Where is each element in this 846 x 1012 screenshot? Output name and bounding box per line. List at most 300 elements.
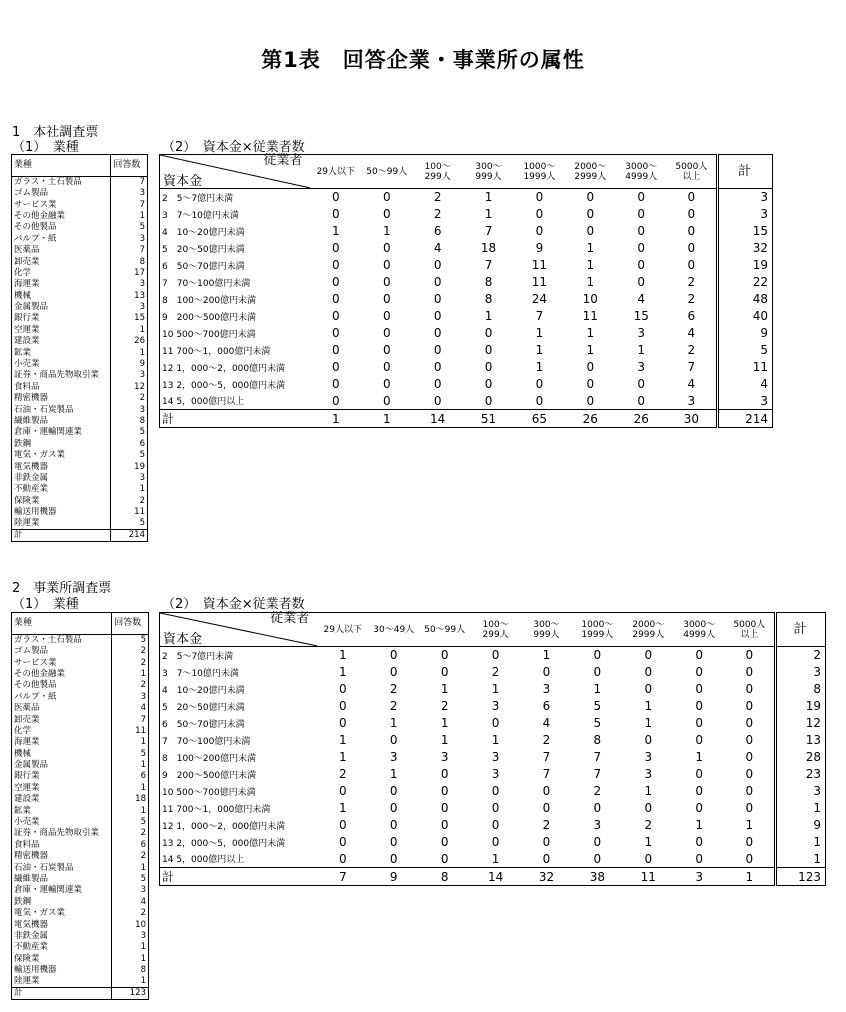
row-total: 1 bbox=[776, 800, 826, 817]
industry-count: 5 bbox=[112, 635, 149, 647]
matrix-cell: 0 bbox=[695, 851, 703, 866]
matrix-cell: 1 bbox=[389, 716, 398, 730]
matrix-cell: 1 bbox=[637, 343, 646, 357]
matrix-total-row bbox=[160, 410, 773, 428]
matrix-cell: 3 bbox=[637, 326, 646, 340]
matrix-cell: 0 bbox=[382, 377, 391, 391]
matrix-row bbox=[160, 817, 826, 834]
industry-count: 4 bbox=[112, 897, 149, 908]
industry-row bbox=[12, 245, 148, 256]
industry-count: 3 bbox=[111, 279, 148, 290]
matrix-cell: 2 bbox=[593, 784, 602, 798]
matrix-cell: 0 bbox=[484, 377, 493, 391]
matrix-cell: 1 bbox=[440, 733, 449, 747]
matrix-cell: 1 bbox=[331, 224, 340, 238]
matrix-cell: 1 bbox=[338, 648, 347, 663]
industry-count: 7 bbox=[111, 199, 148, 210]
industry-count: 2 bbox=[112, 908, 149, 919]
matrix-cell: 0 bbox=[338, 835, 347, 849]
industry-row bbox=[12, 336, 148, 347]
matrix-row bbox=[160, 308, 773, 325]
industry-name: 鉄鋼 bbox=[14, 438, 32, 449]
matrix-cell: 0 bbox=[433, 309, 442, 323]
matrix-cell: 2 bbox=[687, 343, 696, 357]
industry-name: 非鉄金属 bbox=[14, 472, 49, 483]
row-total: 40 bbox=[718, 308, 773, 325]
industry-row bbox=[12, 851, 149, 862]
industry-count: 5 bbox=[111, 518, 148, 530]
industry-name: 空運業 bbox=[14, 782, 40, 793]
matrix-cell: 0 bbox=[695, 835, 703, 849]
industry-row bbox=[12, 416, 148, 427]
matrix-cell: 5 bbox=[593, 716, 602, 730]
industry-count: 1 bbox=[112, 942, 149, 953]
matrix-total-row bbox=[160, 868, 826, 886]
industry-total-count: 123 bbox=[112, 988, 149, 1000]
industry-row bbox=[12, 714, 149, 725]
industry-row bbox=[12, 427, 148, 438]
industry-name: 食料品 bbox=[14, 839, 40, 850]
matrix-cell: 0 bbox=[331, 326, 340, 340]
matrix-row bbox=[160, 834, 826, 851]
matrix-cell: 0 bbox=[382, 343, 391, 357]
matrix-cell: 1 bbox=[542, 648, 551, 663]
industry-count: 19 bbox=[111, 461, 148, 472]
matrix-cell: 0 bbox=[382, 292, 391, 306]
industry-row bbox=[12, 234, 148, 245]
column-total: 3 bbox=[674, 868, 725, 886]
industry-count: 17 bbox=[111, 268, 148, 279]
column-header: 29人以下 bbox=[317, 613, 368, 647]
matrix-cell: 0 bbox=[745, 784, 754, 798]
matrix-cell: 0 bbox=[389, 851, 398, 866]
industry-count: 18 bbox=[112, 794, 149, 805]
matrix-cell: 2 bbox=[389, 699, 398, 713]
matrix-cell: 0 bbox=[440, 784, 449, 798]
matrix-cell: 0 bbox=[586, 360, 595, 374]
matrix-cell: 0 bbox=[695, 767, 703, 781]
industry-name: 繊維製品 bbox=[14, 874, 49, 884]
industry-name: その他金融業 bbox=[14, 668, 66, 679]
industry-row bbox=[12, 908, 149, 919]
matrix-cell: 0 bbox=[331, 292, 340, 306]
industry-count: 9 bbox=[111, 359, 148, 370]
matrix-cell: 3 bbox=[593, 818, 602, 832]
matrix-header-row bbox=[160, 613, 826, 647]
matrix-cell: 2 bbox=[389, 682, 398, 696]
industry-row bbox=[12, 461, 148, 472]
industry-row bbox=[12, 692, 149, 703]
matrix-cell: 11 bbox=[531, 258, 548, 272]
matrix-cell: 18 bbox=[480, 241, 497, 255]
matrix-cell: 0 bbox=[535, 207, 544, 221]
matrix-cell: 0 bbox=[745, 699, 754, 713]
capital-range-label: 14 5，000億円以上 bbox=[162, 855, 245, 866]
industry-count: 3 bbox=[111, 473, 148, 484]
capital-range-label: 4 10～20億円未満 bbox=[162, 227, 245, 238]
matrix-row bbox=[160, 664, 826, 681]
matrix-cell: 0 bbox=[637, 207, 646, 221]
matrix-cell: 0 bbox=[389, 665, 398, 679]
industry-name: 倉庫・運輸関連業 bbox=[14, 885, 83, 896]
industry-row bbox=[12, 931, 149, 942]
matrix-cell: 3 bbox=[637, 360, 646, 374]
industry-count: 3 bbox=[111, 188, 148, 199]
matrix-cell: 0 bbox=[433, 360, 442, 374]
matrix-cell: 0 bbox=[440, 648, 449, 663]
matrix-cell: 1 bbox=[586, 258, 595, 272]
matrix-cell: 0 bbox=[593, 835, 602, 849]
matrix-cell: 0 bbox=[745, 767, 754, 781]
capital-range-label: 12 1，000～2，000億円未満 bbox=[162, 821, 286, 832]
matrix-cell: 0 bbox=[338, 716, 347, 730]
industry-name: 海運業 bbox=[14, 279, 40, 290]
column-header: 50～99人 bbox=[361, 155, 412, 189]
industry-count: 1 bbox=[112, 737, 149, 748]
industry-row bbox=[12, 862, 149, 873]
industry-name: 金属製品 bbox=[14, 760, 49, 771]
matrix-cell: 8 bbox=[484, 275, 493, 289]
industry-row bbox=[12, 680, 149, 691]
column-header: 50～99人 bbox=[419, 613, 470, 647]
matrix-cell: 1 bbox=[338, 733, 347, 747]
matrix-row bbox=[160, 257, 773, 274]
industry-row bbox=[12, 188, 148, 199]
industry-count: 8 bbox=[111, 256, 148, 267]
section2-industry-table bbox=[11, 612, 149, 1000]
industry-count: 2 bbox=[112, 851, 149, 862]
industry-row bbox=[12, 760, 149, 771]
column-header: 1000～ 1999人 bbox=[514, 155, 565, 189]
matrix-cell: 7 bbox=[542, 750, 551, 764]
industry-row bbox=[12, 302, 148, 313]
industry-count: 6 bbox=[111, 439, 148, 450]
industry-name: 金属製品 bbox=[14, 302, 49, 313]
matrix-cell: 0 bbox=[542, 665, 551, 679]
industry-name: 建設業 bbox=[14, 336, 40, 347]
capital-range-label: 10 500～700億円未満 bbox=[162, 329, 256, 340]
row-total: 32 bbox=[718, 240, 773, 257]
capital-range-label: 8 100～200億円未満 bbox=[162, 753, 257, 764]
capital-range-label: 13 2，000～5，000億円未満 bbox=[162, 380, 286, 391]
matrix-cell: 0 bbox=[687, 241, 696, 255]
industry-count: 4 bbox=[112, 703, 149, 714]
industry-row bbox=[12, 279, 148, 290]
capital-range-label: 6 50～70億円未満 bbox=[162, 719, 245, 730]
matrix-cell: 0 bbox=[338, 818, 347, 832]
section2-matrix-table bbox=[159, 612, 826, 886]
matrix-cell: 1 bbox=[593, 682, 602, 696]
count-header: 回答数 bbox=[111, 155, 148, 177]
matrix-cell: 0 bbox=[331, 241, 340, 255]
industry-row bbox=[12, 222, 148, 233]
capital-range-label: 13 2，000～5，000億円未満 bbox=[162, 838, 286, 849]
column-header: 5000人 以上 bbox=[725, 613, 776, 647]
matrix-cell: 0 bbox=[433, 275, 442, 289]
row-total: 13 bbox=[776, 732, 826, 749]
matrix-cell: 2 bbox=[542, 818, 551, 832]
industry-row bbox=[12, 874, 149, 885]
industry-name: その他製品 bbox=[14, 680, 57, 691]
column-total: 14 bbox=[470, 868, 521, 886]
industry-count: 8 bbox=[111, 416, 148, 427]
matrix-cell: 1 bbox=[745, 818, 754, 832]
industry-count: 3 bbox=[112, 692, 149, 703]
industry-row bbox=[12, 840, 149, 851]
matrix-cell: 0 bbox=[542, 784, 551, 798]
matrix-cell: 0 bbox=[695, 784, 703, 798]
matrix-cell: 1 bbox=[644, 699, 653, 713]
matrix-cell: 0 bbox=[491, 801, 500, 815]
industry-name: 電気・ガス業 bbox=[14, 450, 66, 461]
matrix-cell: 0 bbox=[382, 241, 391, 255]
column-total: 8 bbox=[419, 868, 470, 886]
matrix-cell: 0 bbox=[687, 258, 696, 272]
industry-count: 1 bbox=[111, 211, 148, 222]
matrix-cell: 0 bbox=[491, 835, 500, 849]
matrix-cell: 0 bbox=[338, 784, 347, 798]
matrix-cell: 0 bbox=[331, 190, 340, 205]
industry-name: 証券・商品先物取引業 bbox=[14, 370, 100, 381]
capital-range-label: 9 200～500億円未満 bbox=[162, 770, 257, 781]
section2-industry-caption: （1） 業種 bbox=[12, 597, 79, 612]
matrix-cell: 1 bbox=[491, 851, 500, 866]
industry-name: その他金融業 bbox=[14, 210, 66, 221]
capital-range-label: 14 5，000億円以上 bbox=[162, 397, 245, 408]
industry-name: 精密機器 bbox=[14, 851, 49, 862]
matrix-cell: 6 bbox=[687, 309, 696, 323]
matrix-cell: 0 bbox=[644, 801, 653, 815]
industry-count: 2 bbox=[112, 828, 149, 839]
matrix-cell: 8 bbox=[484, 292, 493, 306]
industry-row bbox=[12, 635, 149, 647]
industry-count: 5 bbox=[111, 427, 148, 438]
industry-name: 保険業 bbox=[14, 953, 40, 964]
industry-name: パルプ・紙 bbox=[14, 691, 57, 702]
column-header: 300～ 999人 bbox=[521, 613, 572, 647]
matrix-cell: 2 bbox=[687, 275, 696, 289]
matrix-cell: 0 bbox=[382, 393, 391, 408]
industry-row bbox=[12, 749, 149, 760]
industry-count: 6 bbox=[112, 840, 149, 851]
industry-count: 5 bbox=[112, 749, 149, 760]
matrix-row bbox=[160, 342, 773, 359]
industry-name: 保険業 bbox=[14, 495, 40, 506]
industry-name: 電気機器 bbox=[14, 461, 49, 472]
industry-row bbox=[12, 669, 149, 680]
industry-count: 1 bbox=[112, 862, 149, 873]
industry-name: 非鉄金属 bbox=[14, 930, 49, 941]
capital-range-label: 5 20～50億円未満 bbox=[162, 702, 245, 713]
industry-name: 化学 bbox=[14, 267, 32, 278]
column-header: 300～ 999人 bbox=[463, 155, 514, 189]
matrix-cell: 0 bbox=[433, 258, 442, 272]
matrix-cell: 0 bbox=[745, 851, 754, 866]
matrix-cell: 1 bbox=[338, 750, 347, 764]
matrix-cell: 0 bbox=[637, 190, 646, 205]
industry-count: 1 bbox=[112, 954, 149, 965]
industry-row bbox=[12, 404, 148, 415]
industry-row bbox=[12, 885, 149, 896]
matrix-cell: 0 bbox=[433, 393, 442, 408]
industry-name: 鉱業 bbox=[14, 805, 32, 816]
industry-row bbox=[12, 473, 148, 484]
capital-range-label: 7 70～100億円未満 bbox=[162, 736, 251, 747]
matrix-cell: 0 bbox=[695, 648, 703, 663]
matrix-cell: 0 bbox=[389, 648, 398, 663]
industry-row bbox=[12, 897, 149, 908]
column-header: 3000～ 4999人 bbox=[616, 155, 667, 189]
industry-row bbox=[12, 291, 148, 302]
matrix-cell: 0 bbox=[484, 326, 493, 340]
column-total: 7 bbox=[317, 868, 368, 886]
industry-count: 5 bbox=[111, 450, 148, 461]
matrix-cell: 0 bbox=[484, 393, 493, 408]
matrix-cell: 0 bbox=[331, 207, 340, 221]
matrix-cell: 1 bbox=[586, 326, 595, 340]
industry-total-label: 計 bbox=[12, 988, 112, 1000]
industry-name: 電気・ガス業 bbox=[14, 908, 66, 919]
matrix-cell: 24 bbox=[531, 292, 548, 306]
industry-name: 輸送用機器 bbox=[14, 507, 57, 518]
matrix-cell: 4 bbox=[687, 377, 696, 391]
matrix-row bbox=[160, 274, 773, 291]
matrix-cell: 3 bbox=[440, 750, 449, 764]
industry-count: 1 bbox=[111, 484, 148, 495]
total-row-label: 計 bbox=[160, 868, 318, 886]
matrix-cell: 3 bbox=[389, 750, 398, 764]
industry-name: その他製品 bbox=[14, 222, 57, 233]
capital-range-label: 5 20～50億円未満 bbox=[162, 244, 245, 255]
matrix-cell: 0 bbox=[382, 207, 391, 221]
section1-industry-caption: （1） 業種 bbox=[12, 140, 79, 155]
industry-name: 石油・石炭製品 bbox=[14, 862, 74, 873]
industry-count: 3 bbox=[111, 302, 148, 313]
column-total: 1 bbox=[361, 410, 412, 428]
matrix-row bbox=[160, 647, 826, 664]
matrix-cell: 1 bbox=[695, 750, 703, 764]
industry-name: 小売業 bbox=[14, 817, 40, 828]
capital-range-label: 10 500～700億円未満 bbox=[162, 787, 256, 798]
industry-name: 銀行業 bbox=[14, 313, 40, 324]
matrix-cell: 0 bbox=[331, 275, 340, 289]
column-total: 1 bbox=[310, 410, 361, 428]
column-total: 14 bbox=[412, 410, 463, 428]
section2-matrix-caption: （2） 資本金×従業者数 bbox=[162, 597, 305, 612]
industry-name: 不動産業 bbox=[14, 942, 49, 953]
matrix-cell: 0 bbox=[433, 343, 442, 357]
industry-name: 医薬品 bbox=[14, 245, 40, 256]
matrix-cell: 2 bbox=[644, 818, 653, 832]
matrix-row bbox=[160, 376, 773, 393]
matrix-row bbox=[160, 291, 773, 308]
industry-row bbox=[12, 211, 148, 222]
industry-row bbox=[12, 965, 149, 976]
industry-row bbox=[12, 817, 149, 828]
row-total: 19 bbox=[776, 698, 826, 715]
matrix-cell: 0 bbox=[687, 190, 696, 205]
matrix-cell: 0 bbox=[331, 377, 340, 391]
matrix-row bbox=[160, 783, 826, 800]
matrix-cell: 0 bbox=[695, 801, 703, 815]
industry-count: 1 bbox=[112, 783, 149, 794]
matrix-cell: 1 bbox=[535, 343, 544, 357]
column-header: 30～49人 bbox=[368, 613, 419, 647]
matrix-cell: 0 bbox=[695, 716, 703, 730]
industry-name: サービス業 bbox=[14, 657, 57, 668]
matrix-cell: 1 bbox=[440, 682, 449, 696]
matrix-cell: 4 bbox=[637, 292, 646, 306]
industry-count: 3 bbox=[111, 234, 148, 245]
industry-count: 7 bbox=[111, 245, 148, 256]
industry-count: 3 bbox=[112, 931, 149, 942]
matrix-cell: 0 bbox=[745, 750, 754, 764]
industry-name: 銀行業 bbox=[14, 771, 40, 782]
industry-row bbox=[12, 325, 148, 336]
industry-name: 陸運業 bbox=[14, 976, 40, 987]
column-total: 65 bbox=[514, 410, 565, 428]
matrix-cell: 0 bbox=[389, 784, 398, 798]
industry-row bbox=[12, 256, 148, 267]
matrix-cell: 3 bbox=[644, 767, 653, 781]
industry-row bbox=[12, 393, 148, 404]
industry-count: 1 bbox=[111, 347, 148, 358]
capital-range-label: 8 100～200億円未満 bbox=[162, 295, 257, 306]
matrix-cell: 11 bbox=[582, 309, 598, 323]
matrix-cell: 0 bbox=[586, 190, 595, 205]
industry-row bbox=[12, 382, 148, 393]
industry-header: 業種 bbox=[12, 613, 112, 635]
industry-name: 倉庫・運輸関連業 bbox=[14, 427, 83, 438]
matrix-row bbox=[160, 325, 773, 342]
industry-total-row bbox=[12, 530, 148, 542]
total-row-label: 計 bbox=[160, 410, 311, 428]
matrix-corner bbox=[160, 155, 311, 189]
matrix-cell: 0 bbox=[535, 377, 544, 391]
capital-range-label: 2 5～7億円未満 bbox=[162, 651, 234, 662]
matrix-cell: 0 bbox=[484, 343, 493, 357]
matrix-cell: 0 bbox=[382, 258, 391, 272]
industry-name: 機械 bbox=[14, 748, 32, 759]
column-header: 2000～ 2999人 bbox=[623, 613, 674, 647]
row-total: 22 bbox=[718, 274, 773, 291]
industry-row bbox=[12, 484, 148, 495]
matrix-row bbox=[160, 359, 773, 376]
industry-count: 5 bbox=[111, 222, 148, 233]
industry-count: 6 bbox=[112, 771, 149, 782]
industry-name: 機械 bbox=[14, 290, 32, 301]
matrix-cell: 1 bbox=[644, 716, 653, 730]
matrix-row bbox=[160, 800, 826, 817]
row-total: 4 bbox=[718, 376, 773, 393]
row-total: 48 bbox=[718, 291, 773, 308]
industry-count: 3 bbox=[111, 404, 148, 415]
industry-row bbox=[12, 942, 149, 953]
industry-count: 5 bbox=[112, 817, 149, 828]
matrix-cell: 0 bbox=[637, 377, 646, 391]
industry-row bbox=[12, 919, 149, 930]
industry-name: パルプ・紙 bbox=[14, 233, 57, 244]
matrix-cell: 1 bbox=[382, 224, 391, 238]
matrix-cell: 0 bbox=[586, 207, 595, 221]
industry-name: 卸売業 bbox=[14, 714, 40, 725]
matrix-cell: 0 bbox=[593, 648, 602, 663]
row-total: 12 bbox=[776, 715, 826, 732]
total-column-header: 計 bbox=[718, 155, 773, 189]
matrix-cell: 2 bbox=[338, 767, 347, 781]
capital-range-label: 11 700～1，000億円未満 bbox=[162, 804, 271, 815]
matrix-row bbox=[160, 698, 826, 715]
